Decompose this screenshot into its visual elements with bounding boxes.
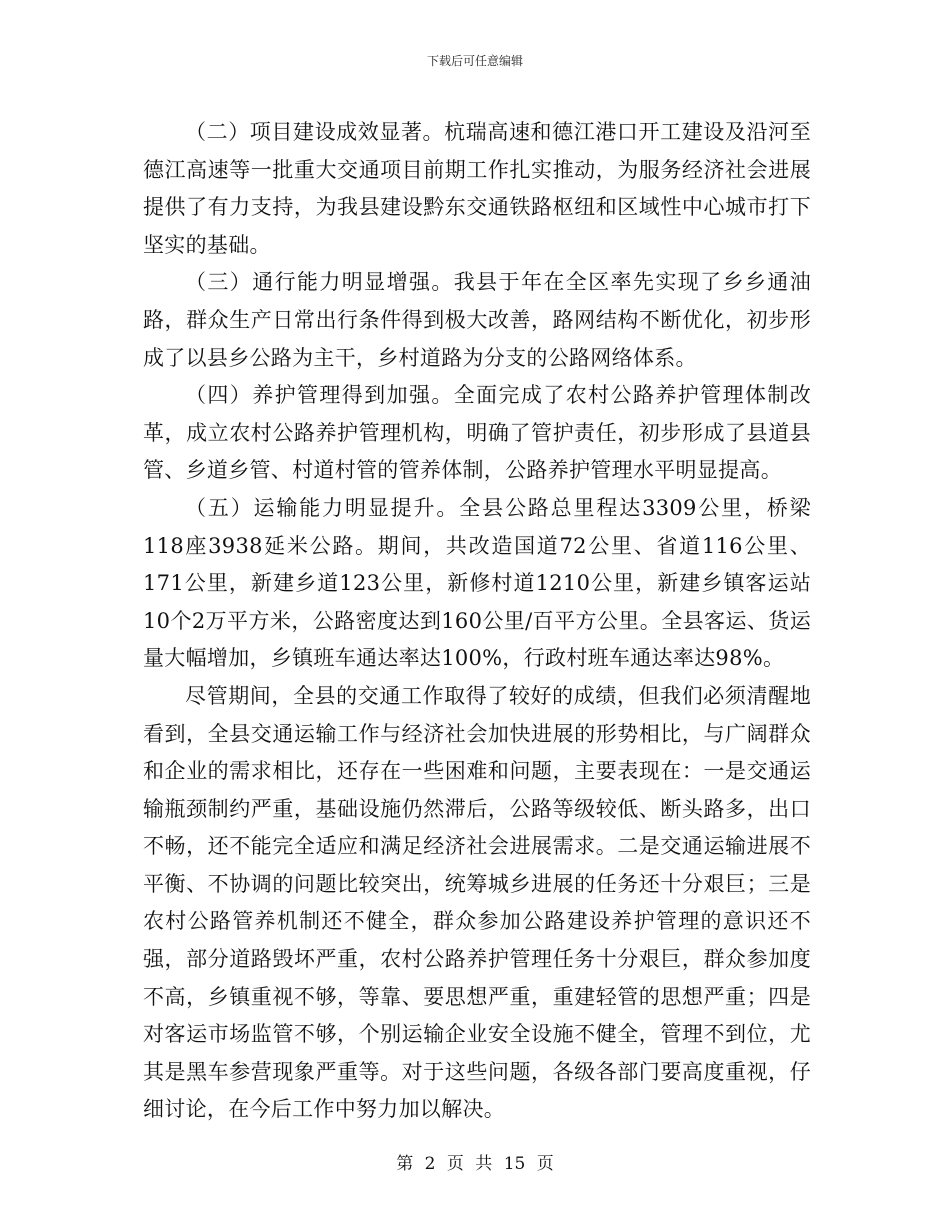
paragraph-maintenance-management: （四）养护管理得到加强。全面完成了农村公路养护管理体制改革，成立农村公路养护管理机构，明确了管护责任，初步形成了县道县管、乡道乡管、村道村管的管养体制，公路养护管理水平明显提高。 — [143, 383, 811, 483]
paragraph-traffic-capacity: （三）通行能力明显增强。我县于年在全区率先实现了乡乡通油路，群众生产日常出行条件得到极大改善，路网结构不断优化，初步形成了以县乡公路为主干，乡村道路为分支的公路网络体系。 — [143, 270, 811, 370]
paragraph-problems: 尽管期间，全县的交通工作取得了较好的成绩，但我们必须清醒地看到，全县交通运输工作与经济社会加快进展的形势相比，与广阔群众和企业的需求相比，还存在一些困难和问题，主要表现在：一是交通运输瓶颈制约严重，基础设施仍然滞后，公路等级较低、断头路多，出口不畅，还不能完全适应和满足经济社会进展需求。二是交通运输进展不平衡、不协调的问题比较突出，统筹城乡进展的任务还十分艰巨；三是农村公路管养机制还不健全，群众参加公路建设养护管理的意识还不强，部分道路毁坏严重，农村公路养护管理任务十分艰巨，群众参加度不高，乡镇重视不够，等靠、要思想严重，重建轻管的思想严重；四是对客运市场监管不够，个别运输企业安全设施不健全，管理不到位，尤其是黑车参营现象严重等。对于这些问题，各级各部门要高度重视，仔细讨论，在今后工作中努力加以解决。 — [143, 683, 811, 1122]
paragraph-transport-capacity: （五）运输能力明显提升。全县公路总里程达3309公里，桥梁118座3938延米公路。期间，共改造国道72公里、省道116公里、171公里，新建乡道123公里，新修村道1210公里，新建乡镇客运站10个2万平方米，公路密度达到160公里/百平方公里。全县客运、货运量大幅增加，乡镇班车通达率达100%，行政村班车通达率达98%。 — [143, 495, 811, 671]
document-body — [143, 114, 811, 1129]
page-footer: 第 2 页 共 15 页 — [396, 1154, 554, 1174]
page-header: 下载后可任意编辑 — [426, 54, 523, 68]
paragraph-project-construction: （二）项目建设成效显著。杭瑞高速和德江港口开工建设及沿河至德江高速等一批重大交通项目前期工作扎实推动，为服务经济社会进展提供了有力支持，为我县建设黔东交通铁路枢纽和区域性中心城市打下坚实的基础。 — [143, 120, 811, 257]
